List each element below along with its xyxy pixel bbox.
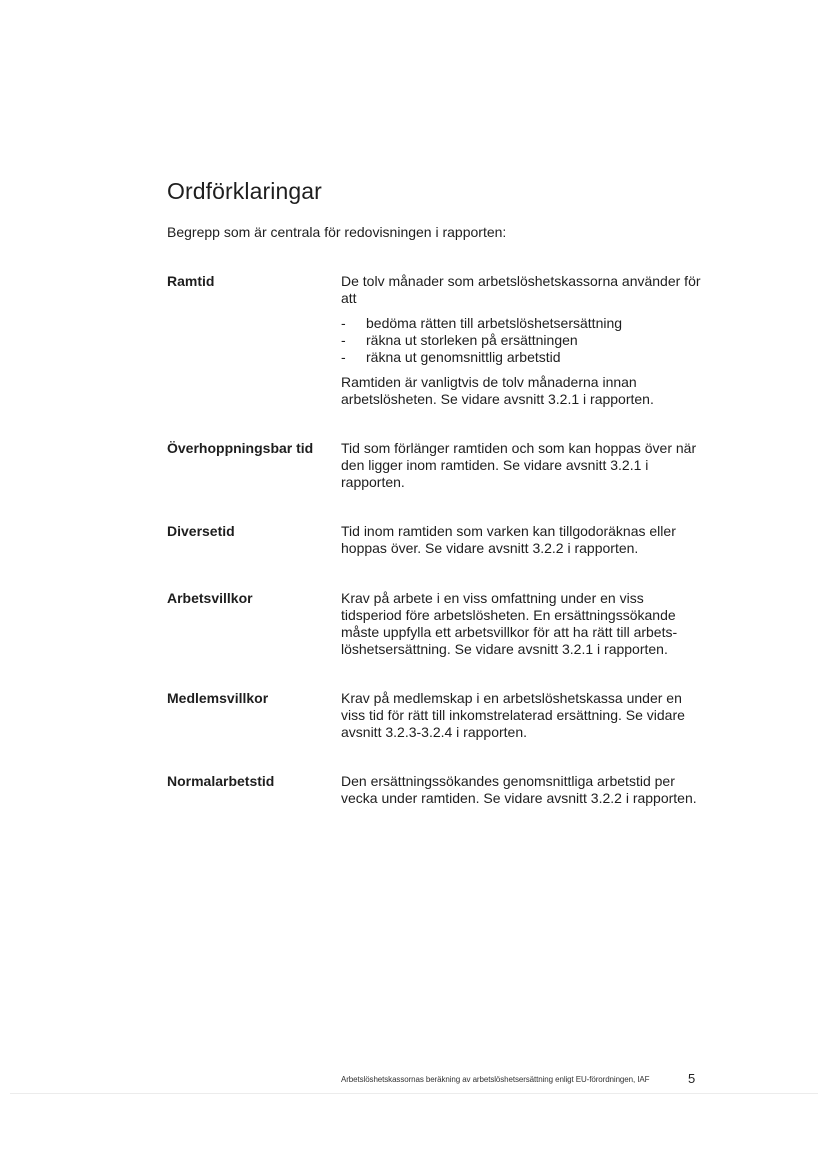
term-label: Medlemsvillkor bbox=[167, 690, 269, 706]
bottom-divider bbox=[10, 1093, 818, 1094]
term-label: Normalarbetstid bbox=[167, 773, 275, 789]
term-definition bbox=[341, 773, 701, 807]
term-definition bbox=[341, 273, 701, 408]
term-definition bbox=[341, 440, 701, 491]
term-definition bbox=[341, 690, 701, 741]
list-item: - räkna ut storleken på ersättningen bbox=[341, 332, 578, 348]
footer-text: Arbetslöshetskassornas beräkning av arbetslöshetsersättning enligt EU-förordningen, IAF bbox=[341, 1075, 650, 1084]
page-title: Ordförklaringar bbox=[167, 178, 322, 204]
intro-text: Begrepp som är centrala för redovisningen i rapporten: bbox=[167, 224, 507, 240]
definition-text: Den ersättningssökandes genomsnittliga arbetstid per vecka under ramtiden. Se vidare avsnitt 3.2.2 i rapporten. bbox=[341, 773, 697, 806]
term-label: Ramtid bbox=[167, 273, 215, 289]
term-definition bbox=[341, 523, 701, 557]
term-label: Diversetid bbox=[167, 523, 235, 539]
definition-text: Ramtiden är vanligtvis de tolv månaderna innan arbetslösheten. Se vidare avsnitt 3.2.1 i rapporten. bbox=[341, 374, 654, 407]
definition-text: Krav på arbete i en viss omfattning under en viss tidsperiod före arbetslösheten. En ersättningssökande måste uppfylla ett arbetsvillkor för att ha rätt till arbets-löshetsersättning. Se vidare avsnitt 3.2.1 i rapporten. bbox=[341, 590, 678, 657]
definition-text: De tolv månader som arbetslöshetskassorna använder för att bbox=[341, 273, 701, 306]
definition-list bbox=[341, 315, 701, 366]
page-number: 5 bbox=[688, 1071, 696, 1086]
term-label: Arbetsvillkor bbox=[167, 590, 253, 606]
definition-text: Tid som förlänger ramtiden och som kan hoppas över när den ligger inom ramtiden. Se vidare avsnitt 3.2.1 i rapporten. bbox=[341, 440, 697, 490]
term-label: Överhoppningsbar tid bbox=[167, 440, 314, 456]
term-definition bbox=[341, 590, 701, 658]
definition-text: Krav på medlemskap i en arbetslöshetskassa under en viss tid för rätt till inkomstrelaterad ersättning. Se vidare avsnitt 3.2.3-3.2.4 i rapporten. bbox=[341, 690, 685, 740]
list-item: - bedöma rätten till arbetslöshetsersättning bbox=[341, 315, 623, 331]
definition-text: Tid inom ramtiden som varken kan tillgodoräknas eller hoppas över. Se vidare avsnitt 3.2.2 i rapporten. bbox=[341, 523, 676, 556]
list-item: - räkna ut genomsnittlig arbetstid bbox=[341, 349, 561, 365]
